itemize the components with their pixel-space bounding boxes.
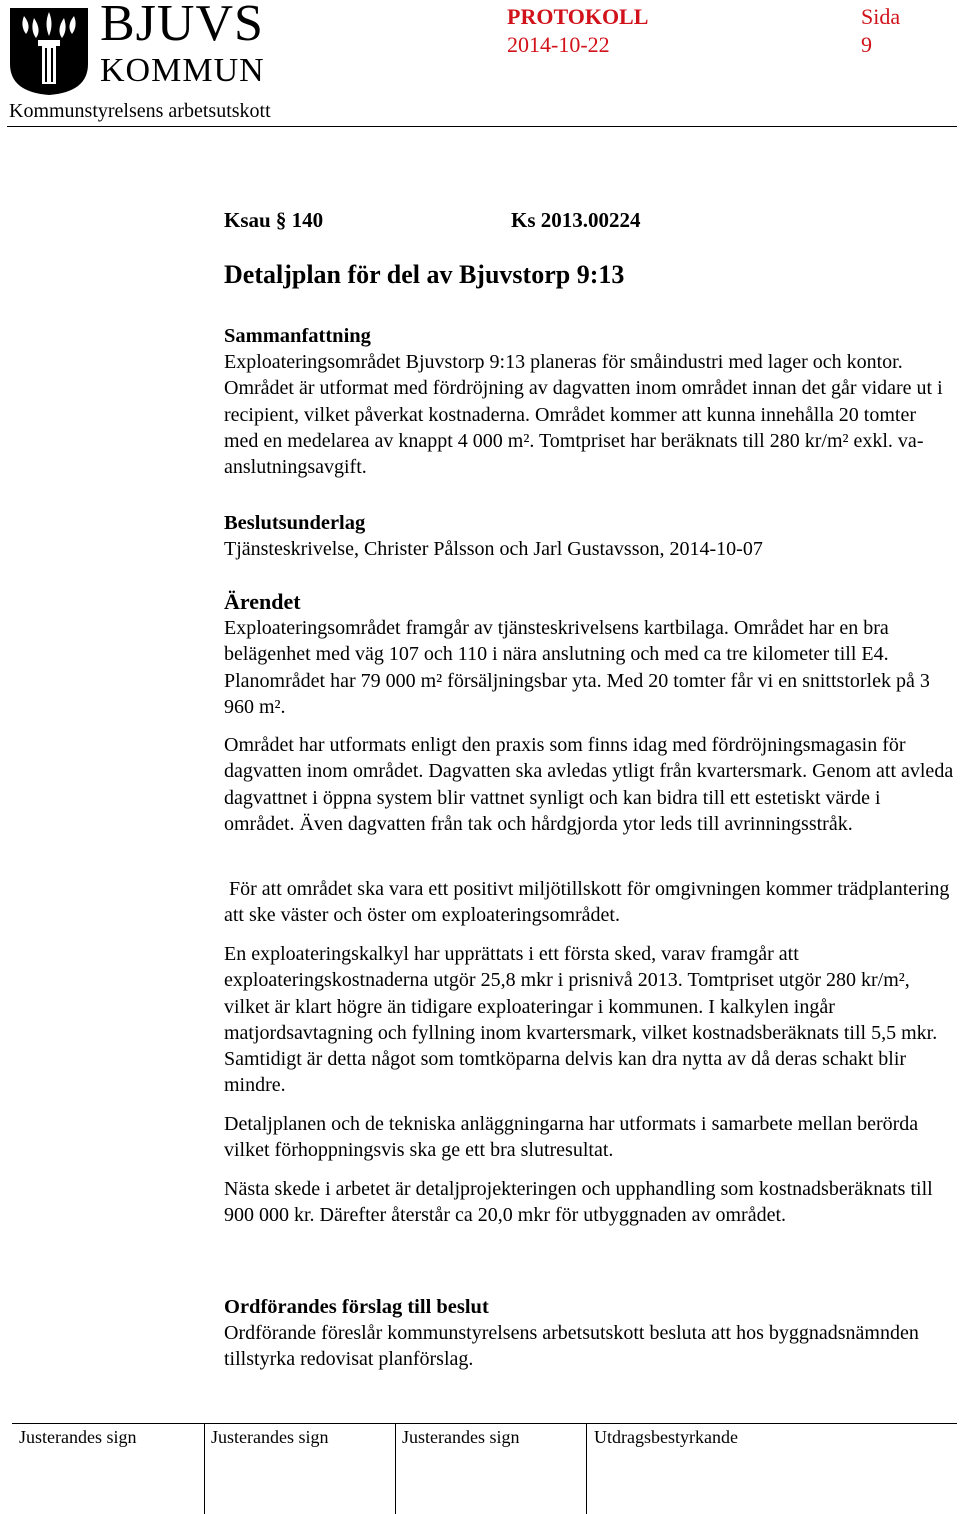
case-text: För att området ska vara ett positivt miljötillskott för omgivningen kommer trädplantering att ske väster och öster om exploateringsområdet. (224, 878, 955, 927)
header-divider (7, 126, 957, 127)
chair-proposal-heading: Ordförandes förslag till beslut (224, 1296, 489, 1318)
footer-top-rule (12, 1423, 957, 1424)
case-paragraph-1 (224, 615, 954, 720)
page-number: 9 (861, 32, 872, 57)
case-text: Området har utformats enligt den praxis som finns idag med fördröjningsmagasin för dagvatten inom området. Dagvatten ska avledas ytligt från kvartersmark. Genom att avleda dagvattnet i öppna system blir vattnet synligt och kan bidra till ett estetiskt värde i området. Även dagvatten från tak och hårdgjorda ytor leds till avrinningsstråk. (224, 734, 954, 835)
chair-proposal-text: Ordförande föreslår kommunstyrelsens arbetsutskott besluta att hos byggnadsnämnden tillstyrka redovisat planförslag. (224, 1322, 919, 1371)
summary-text: Exploateringsområdet Bjuvstorp 9:13 planeras för småindustri med lager och kontor. Området är utformat med fördröjning av dagvatten inom området innan det går vidare ut i recipient, vilket påverkat kostnaderna. Området kommer att kunna innehålla 20 tomter med en medelarea av knappt 4 000 m². Tomtpriset har beräknats till 280 kr/m² exkl. va-anslutningsavgift. (224, 351, 943, 479)
case-paragraph-2 (224, 732, 954, 837)
page-label: Sida (861, 4, 901, 29)
case-text: Exploateringsområdet framgår av tjänsteskrivelsens kartbilaga. Området har en bra belägenhet med väg 107 och 110 i nära anslutning och med ca tre kilometer till E4. Planområdet har 79 000 m² försäljningsbar yta. Med 20 tomter får vi en snittstorlek på 3 960 m². (224, 617, 930, 718)
signature-label-3: Justerandes sign (402, 1427, 520, 1447)
logo-wordmark-kommun: KOMMUN (100, 52, 265, 89)
signature-divider (586, 1423, 587, 1514)
ksau-number: Ksau § 140 (224, 208, 324, 232)
signature-label-2: Justerandes sign (211, 1427, 329, 1447)
chair-proposal-section (224, 1294, 954, 1373)
committee-name: Kommunstyrelsens arbetsutskott (9, 100, 271, 122)
signature-divider (204, 1423, 205, 1514)
case-section (224, 588, 954, 616)
case-paragraph-6 (224, 1176, 954, 1229)
extract-certification-label: Utdragsbestyrkande (594, 1427, 738, 1447)
decision-basis-text: Tjänsteskrivelse, Christer Pålsson och Jarl Gustavsson, 2014-10-07 (224, 538, 763, 560)
signature-footer (0, 1423, 960, 1514)
meeting-date: 2014-10-22 (507, 32, 610, 57)
case-text: En exploateringskalkyl har upprättats i ett första sked, varav framgår att exploateringskostnaderna utgör 25,8 mkr i prisnivå 2013. Tomtpriset utgör 280 kr/m², vilket är klart högre än tidigare exploateringar i kommunen. I kalkylen ingår matjordsavtagning och fyllning inom kvartersmark, vilket kostnadsberäknats till 5,5 mkr. Samtidigt är detta något som tomtköparna delvis kan dra nytta av då deras schakt blir mindre. (224, 943, 938, 1097)
case-reference (224, 208, 641, 233)
case-paragraph-3 (224, 876, 954, 929)
signature-divider (395, 1423, 396, 1514)
case-paragraph-4 (224, 941, 954, 1099)
logo-wordmark-bjuvs: BJUVS (100, 0, 264, 52)
case-text: Detaljplanen och de tekniska anläggningarna har utformats i samarbete mellan berörda vilket förhoppningsvis ska ge ett bra slutresultat. (224, 1113, 919, 1162)
case-paragraph-5 (224, 1111, 954, 1164)
summary-section (224, 323, 954, 480)
document-type: PROTOKOLL (507, 4, 649, 29)
case-title: Detaljplan för del av Bjuvstorp 9:13 (224, 260, 625, 289)
decision-basis-section (224, 510, 954, 562)
case-text: Nästa skede i arbetet är detaljprojekteringen och upphandling som kostnadsberäknats till 900 000 kr. Därefter återstår ca 20,0 mkr för utbyggnaden av området. (224, 1178, 933, 1227)
ks-number: Ks 2013.00224 (511, 208, 641, 232)
decision-basis-heading: Beslutsunderlag (224, 512, 366, 534)
case-heading: Ärendet (224, 589, 301, 614)
bjuvs-kommun-logo (8, 0, 265, 94)
signature-label-1: Justerandes sign (19, 1427, 137, 1447)
torch-emblem-icon (8, 4, 90, 96)
summary-heading: Sammanfattning (224, 325, 371, 347)
